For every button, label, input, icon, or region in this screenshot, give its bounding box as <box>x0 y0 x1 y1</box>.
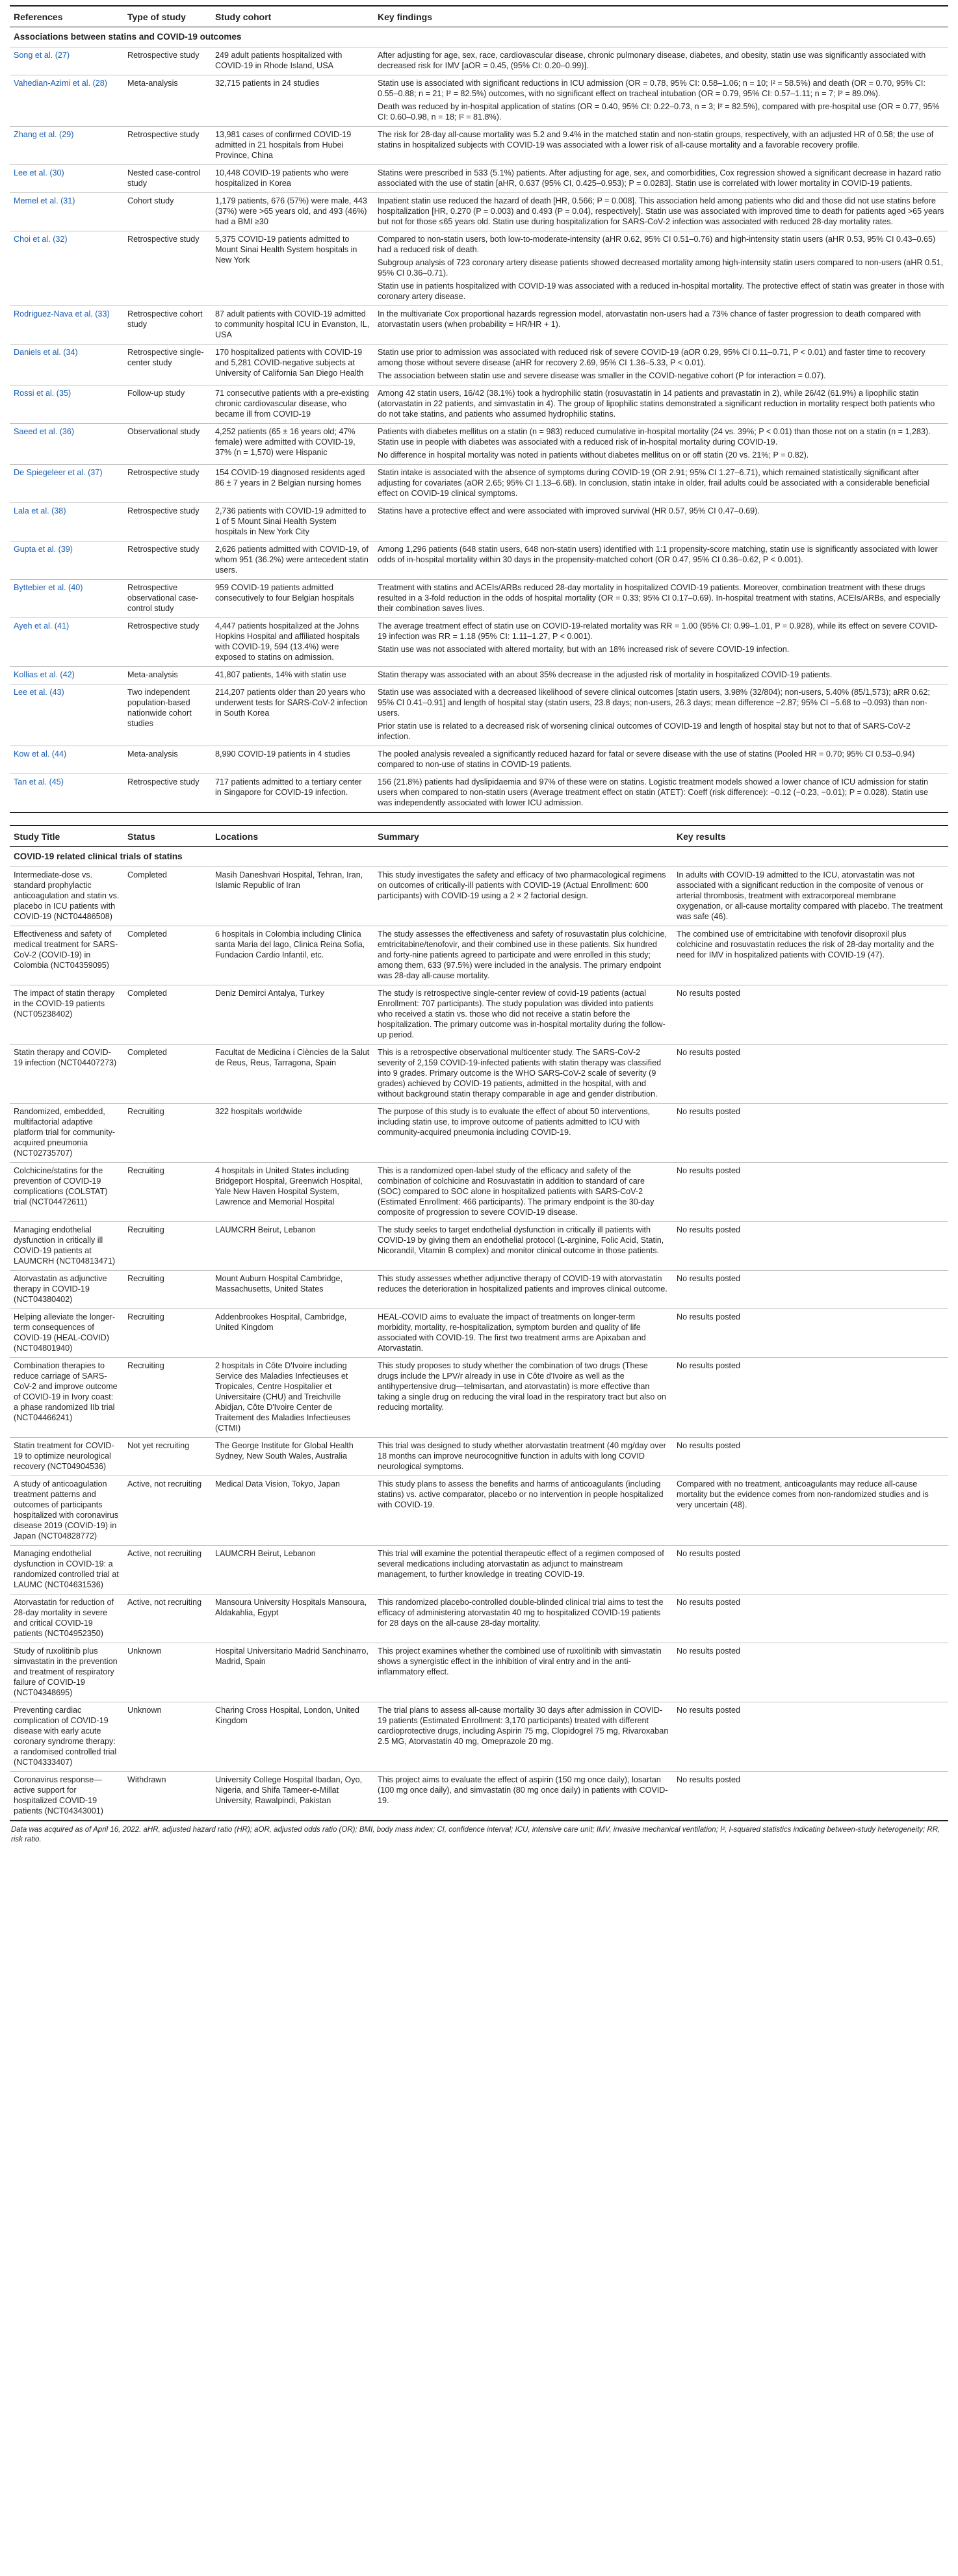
key-results-cell: No results posted <box>673 1045 948 1104</box>
table-row <box>10 1702 948 1772</box>
key-findings-cell <box>374 541 948 580</box>
table-row <box>10 1163 948 1222</box>
study-title-cell: Randomized, embedded, multifactorial adaptive platform trial for community-acquired pneumonia (NCT02735707) <box>10 1104 123 1163</box>
finding-paragraph: The pooled analysis revealed a significantly reduced hazard for fatal or severe disease with the use of statins (Pooled HR = 0.70; 95% CI 0.53–0.94) compared to non-use of statins in COVID-19 patients. <box>378 749 915 769</box>
finding-paragraph: Prior statin use is related to a decreased risk of worsening clinical outcomes of COVID-19 and length of hospital stay but not to that of SARS-CoV-2 infection. <box>378 722 911 741</box>
reference-cell: Song et al. (27) <box>10 47 123 75</box>
key-findings-cell <box>374 385 948 424</box>
summary-cell: This study investigates the safety and efficacy of two pharmacological regimens on outcomes of critically-ill patients with COVID-19 (Actual Enrollment: 600 participants) with COVID-19 using a 2 × 2 factorial design. <box>374 867 673 926</box>
study-title-cell: Atorvastatin for reduction of 28-day mortality in severe and critical COVID-19 patients (NCT04952350) <box>10 1594 123 1643</box>
locations-cell: University College Hospital Ibadan, Oyo, Nigeria, and Shifa Tameer-e-Millat University, Rawalpindi, Pakistan <box>211 1772 374 1821</box>
study-title-cell: Statin therapy and COVID-19 infection (NCT04407273) <box>10 1045 123 1104</box>
key-results-cell: No results posted <box>673 1702 948 1772</box>
summary-cell: This randomized placebo-controlled double-blinded clinical trial aims to test the efficacy of administering atorvastatin 40 mg to hospitalized COVID-19 patients for 28 days on the all-cause 28-day mortality. <box>374 1594 673 1643</box>
table-row <box>10 75 948 127</box>
status-cell: Completed <box>123 926 211 985</box>
study-cohort-cell: 5,375 COVID-19 patients admitted to Mount Sinai Health System hospitals in New York <box>211 231 374 306</box>
key-results-cell: No results posted <box>673 1438 948 1476</box>
reference-cell: Lala et al. (38) <box>10 503 123 541</box>
study-type-cell: Retrospective study <box>123 541 211 580</box>
key-results-cell: No results posted <box>673 1271 948 1309</box>
summary-cell: This trial was designed to study whether atorvastatin treatment (40 mg/day over 18 months can improve neurocognitive function in adults with long COVID neurological symptoms. <box>374 1438 673 1476</box>
associations-header-row <box>10 6 948 27</box>
table-row <box>10 1438 948 1476</box>
finding-paragraph: Among 42 statin users, 16/42 (38.1%) took a hydrophilic statin (rosuvastatin in 14 patients and pravastatin in 2), while 26/42 (61.9%) a lipophilic statin (atorvastatin in 22 patients, and simvastatin in 4). The group of lipophilic statins demonstrated a significant reduction in mortality respect both patients who do not take statins, and patients who assumed hydrophilic statins. <box>378 389 935 419</box>
locations-cell: 4 hospitals in United States including Bridgeport Hospital, Greenwich Hospital, Yale New Haven Hospital System, Lawrence and Memorial Hospital <box>211 1163 374 1222</box>
reference-cell: Saeed et al. (36) <box>10 424 123 465</box>
reference-cell: Rodriguez-Nava et al. (33) <box>10 306 123 345</box>
status-cell: Unknown <box>123 1643 211 1702</box>
study-title-cell: A study of anticoagulation treatment patterns and outcomes of participants hospitalized with coronavirus disease 2019 (COVID-19) in Japan (NCT04828772) <box>10 1476 123 1546</box>
locations-cell: The George Institute for Global Health Sydney, New South Wales, Australia <box>211 1438 374 1476</box>
study-type-cell: Follow-up study <box>123 385 211 424</box>
key-findings-cell <box>374 345 948 385</box>
table-row <box>10 667 948 684</box>
locations-cell: 2 hospitals in Côte D'Ivoire including Service des Maladies Infectieuses et Tropicales, Centre Hospitalier et Universitaire (CHU) and Treichville Abidjan, Côte D'Ivoire Center de Traitement des Maladies Infectieuses (CTMI) <box>211 1358 374 1438</box>
locations-cell: Masih Daneshvari Hospital, Tehran, Iran, Islamic Republic of Iran <box>211 867 374 926</box>
finding-paragraph: Subgroup analysis of 723 coronary artery disease patients showed decreased mortality among high-intensity statin users compared to non-users (aHR 0.51, 95% CI 0.36–0.71). <box>378 258 944 278</box>
study-title-cell: Atorvastatin as adjunctive therapy in COVID-19 (NCT04380402) <box>10 1271 123 1309</box>
reference-cell: Kollias et al. (42) <box>10 667 123 684</box>
finding-paragraph: Inpatient statin use reduced the hazard of death [HR, 0.566; P = 0.008]. This association held among patients who did and those did not use statins before hospitalization [HR, 0.270 (P = 0.003) and 0.493 (P = 0.04), respectively]. Statin use was associated with improved time to death for patients aged >65 years but not for those ≤65 years old. Statin use during hospitalization for SARS-CoV-2 infection was associated with reduced 28-day mortality rates. <box>378 196 944 226</box>
locations-cell: LAUMCRH Beirut, Lebanon <box>211 1222 374 1271</box>
study-cohort-cell: 4,447 patients hospitalized at the Johns Hopkins Hospital and affiliated hospitals with COVID-19, 594 (13.4%) were exposed to statins on admission. <box>211 618 374 667</box>
locations-cell: Deniz Demirci Antalya, Turkey <box>211 985 374 1045</box>
study-type-cell: Retrospective study <box>123 47 211 75</box>
finding-paragraph: Statin use prior to admission was associated with reduced risk of severe COVID-19 (aOR 0.29, 95% CI 0.11–0.71, P < 0.01) and faster time to recovery among those without severe disease (aHR for recovery 2.69, 95% CI 1.36–5.33, P < 0.01). <box>378 348 926 367</box>
table-row <box>10 1104 948 1163</box>
table-row <box>10 306 948 345</box>
locations-cell: 322 hospitals worldwide <box>211 1104 374 1163</box>
summary-cell: The study is retrospective single-center review of covid-19 patients (actual Enrollment: 707 participants). The study population was divided into patients who received a statin vs. those who did not receive a statin before the hospitalization. The primary outcome was in-hospital mortality during the follow-up period. <box>374 985 673 1045</box>
study-cohort-cell: 214,207 patients older than 20 years who underwent tests for SARS-CoV-2 infection in South Korea <box>211 684 374 746</box>
study-title-cell: Managing endothelial dysfunction in critically ill COVID-19 patients at LAUMCRH (NCT04813471) <box>10 1222 123 1271</box>
reference-cell: Memel et al. (31) <box>10 193 123 231</box>
finding-paragraph: The association between statin use and severe disease was smaller in the COVID-negative cohort (P for interaction = 0.07). <box>378 371 826 380</box>
locations-cell: Mansoura University Hospitals Mansoura, Aldakahlia, Egypt <box>211 1594 374 1643</box>
table-row <box>10 867 948 926</box>
table-row <box>10 1309 948 1358</box>
section-title-associations: Associations between statins and COVID-19 outcomes <box>10 27 948 47</box>
finding-paragraph: Death was reduced by in-hospital application of statins (OR = 0.40, 95% CI: 0.22–0.73, n = 3; I² = 82.5%), compared with pre-hospital use (OR = 0.77, 95% CI: 0.60–0.98, n = 18; I² = 81.8%). <box>378 102 940 122</box>
finding-paragraph: Statin use is associated with significant reductions in ICU admission (OR = 0.78, 95% CI: 0.58–1.06; n = 10; I² = 58.5%) and death (OR = 0.70, 95% CI: 0.55–0.88; n = 21; I² = 82.5%) outcomes, with no significant effect on tracheal intubation (OR = 0.79, 95% CI: 0.57–1.11; n = 7; I² = 89.0%). <box>378 79 926 98</box>
key-results-cell: No results posted <box>673 1222 948 1271</box>
table-row <box>10 774 948 813</box>
study-type-cell: Retrospective study <box>123 503 211 541</box>
table-row <box>10 618 948 667</box>
study-title-cell: Study of ruxolitinib plus simvastatin in the prevention and treatment of respiratory failure of COVID-19 (NCT04348695) <box>10 1643 123 1702</box>
key-results-cell: No results posted <box>673 1163 948 1222</box>
key-results-cell: No results posted <box>673 1309 948 1358</box>
header-status: Status <box>123 826 211 847</box>
table-row <box>10 580 948 618</box>
table-row <box>10 231 948 306</box>
table-footnote: Data was acquired as of April 16, 2022. aHR, adjusted hazard ratio (HR); aOR, adjusted odds ratio (OR); BMI, body mass index; CI, confidence interval; ICU, intensive care unit; IMV, invasive mechanical ventilation; I², I-squared statistics indicating between-study heterogeneity; RR, risk ratio. <box>11 1826 940 1843</box>
finding-paragraph: Compared to non-statin users, both low-to-moderate-intensity (aHR 0.62, 95% CI 0.51–0.76) and high-intensity statin users (aHR 0.53, 95% CI 0.43–0.65) had a reduced risk of death. <box>378 235 936 254</box>
study-type-cell: Retrospective study <box>123 127 211 165</box>
table-row <box>10 465 948 503</box>
reference-cell: Tan et al. (45) <box>10 774 123 813</box>
reference-cell: Daniels et al. (34) <box>10 345 123 385</box>
study-type-cell: Nested case-control study <box>123 165 211 193</box>
status-cell: Completed <box>123 1045 211 1104</box>
finding-paragraph: Patients with diabetes mellitus on a statin (n = 983) reduced cumulative in-hospital mortality (24 vs. 39%; P < 0.01) than those not on a statin (n = 1,283). Statin use in people with diabetes was associated with a reduced risk of in-hospital mortality during COVID-19. <box>378 427 931 447</box>
status-cell: Unknown <box>123 1702 211 1772</box>
status-cell: Completed <box>123 867 211 926</box>
study-type-cell: Retrospective study <box>123 465 211 503</box>
study-cohort-cell: 717 patients admitted to a tertiary center in Singapore for COVID-19 infection. <box>211 774 374 813</box>
summary-cell: The purpose of this study is to evaluate the effect of about 50 interventions, including statin use, to improve outcome of patients admitted to ICU with community-acquired pneumonia including COVID-19. <box>374 1104 673 1163</box>
header-type-of-study: Type of study <box>123 6 211 27</box>
table-row <box>10 47 948 75</box>
table-row <box>10 1772 948 1821</box>
finding-paragraph: Statin use was associated with a decreased likelihood of severe clinical outcomes [statin users, 3.98% (32/804); non-users, 5.40% (85/1,573); aRR 0.62; 95% CI 0.41–0.91] and length of hospital stay (statin users, 23.8 days; non-users, 26.3 days; mean difference −2.87; 95% CI −5.68 to −0.093) than non-users. <box>378 688 930 718</box>
table-row <box>10 165 948 193</box>
key-findings-cell <box>374 193 948 231</box>
study-type-cell: Retrospective study <box>123 774 211 813</box>
table-row <box>10 746 948 774</box>
reference-cell: Kow et al. (44) <box>10 746 123 774</box>
status-cell: Recruiting <box>123 1163 211 1222</box>
table-row <box>10 1271 948 1309</box>
study-type-cell: Meta-analysis <box>123 75 211 127</box>
key-results-cell: Compared with no treatment, anticoagulants may reduce all-cause mortality but the evidence comes from non-randomized studies and is very uncertain (48). <box>673 1476 948 1546</box>
summary-cell: HEAL-COVID aims to evaluate the impact of treatments on longer-term morbidity, mortality, re-hospitalization, symptom burden and quality of life associated with COVID-19. The first two treatment arms are Apixaban and Atorvastatin. <box>374 1309 673 1358</box>
study-title-cell: Helping alleviate the longer-term consequences of COVID-19 (HEAL-COVID) (NCT04801940) <box>10 1309 123 1358</box>
key-findings-cell <box>374 75 948 127</box>
locations-cell: LAUMCRH Beirut, Lebanon <box>211 1546 374 1594</box>
table-row <box>10 1546 948 1594</box>
key-results-cell: No results posted <box>673 985 948 1045</box>
study-cohort-cell: 170 hospitalized patients with COVID-19 and 5,281 COVID-negative subjects at University of California San Diego Health <box>211 345 374 385</box>
header-key-results: Key results <box>673 826 948 847</box>
key-findings-cell <box>374 746 948 774</box>
page <box>10 5 948 1845</box>
status-cell: Recruiting <box>123 1222 211 1271</box>
study-type-cell: Meta-analysis <box>123 746 211 774</box>
study-cohort-cell: 959 COVID-19 patients admitted consecutively to four Belgian hospitals <box>211 580 374 618</box>
table-row <box>10 1358 948 1438</box>
summary-cell: The study seeks to target endothelial dysfunction in critically ill patients with COVID-19 by giving them an endothelial protocol (L-arginine, Folic Acid, Statin, Nicorandil, Vitamin B complex) and monitor clinical outcome in those patients. <box>374 1222 673 1271</box>
key-results-cell: No results posted <box>673 1358 948 1438</box>
reference-cell: Rossi et al. (35) <box>10 385 123 424</box>
table-row <box>10 503 948 541</box>
clinical-trials-table <box>10 825 948 1821</box>
summary-cell: The trial plans to assess all-cause mortality 30 days after admission in COVID-19 patients (Estimated Enrollment: 3,170 participants) treated with different cardioprotective drugs, including Aspirin 75 mg, Clopidogrel 75 mg, Rivaroxaban 2.5 MG, Atorvastatin 40 mg, Omeprazole 20 mg. <box>374 1702 673 1772</box>
reference-cell: Byttebier et al. (40) <box>10 580 123 618</box>
study-cohort-cell: 71 consecutive patients with a pre-existing chronic cardiovascular disease, who became ill from COVID-19 <box>211 385 374 424</box>
section-title-trials: COVID-19 related clinical trials of statins <box>10 847 948 867</box>
summary-cell: This study proposes to study whether the combination of two drugs (These drugs include the LPV/r already in use in Côte d'Ivoire as well as the antihypertensive drug—telmisartan, and atorvastatin) is more effective than taking a single drug on reducing the viral load in the respiratory tract but also on reducing mortality. <box>374 1358 673 1438</box>
status-cell: Recruiting <box>123 1271 211 1309</box>
study-type-cell: Retrospective study <box>123 231 211 306</box>
study-title-cell: Statin treatment for COVID-19 to optimize neurological recovery (NCT04904536) <box>10 1438 123 1476</box>
finding-paragraph: No difference in hospital mortality was noted in patients without diabetes mellitus on or off statin (20 vs. 21%; P = 0.82). <box>378 450 809 460</box>
key-findings-cell <box>374 618 948 667</box>
table-row <box>10 1594 948 1643</box>
key-findings-cell <box>374 667 948 684</box>
reference-cell: Zhang et al. (29) <box>10 127 123 165</box>
study-type-cell: Two independent population-based nationwide cohort studies <box>123 684 211 746</box>
key-findings-cell <box>374 465 948 503</box>
study-title-cell: Effectiveness and safety of medical treatment for SARS-CoV-2 (COVID-19) in Colombia (NCT04359095) <box>10 926 123 985</box>
table-row <box>10 193 948 231</box>
summary-cell: This project examines whether the combined use of ruxolitinib with simvastatin shows a synergistic effect in the inhibition of viral entry and in the anti-inflammatory effect. <box>374 1643 673 1702</box>
table-row <box>10 385 948 424</box>
study-cohort-cell: 249 adult patients hospitalized with COVID-19 in Rhode Island, USA <box>211 47 374 75</box>
status-cell: Completed <box>123 985 211 1045</box>
table-row <box>10 127 948 165</box>
study-title-cell: Intermediate-dose vs. standard prophylactic anticoagulation and statin vs. placebo in ICU patients with COVID-19 (NCT04486508) <box>10 867 123 926</box>
summary-cell: This project aims to evaluate the effect of aspirin (150 mg once daily), losartan (100 mg once daily), and simvastatin (80 mg once daily) in patients with COVID-19. <box>374 1772 673 1821</box>
reference-cell: Gupta et al. (39) <box>10 541 123 580</box>
reference-cell: Lee et al. (43) <box>10 684 123 746</box>
key-findings-cell <box>374 231 948 306</box>
study-type-cell: Retrospective study <box>123 618 211 667</box>
status-cell: Active, not recruiting <box>123 1476 211 1546</box>
study-type-cell: Meta-analysis <box>123 667 211 684</box>
study-title-cell: The impact of statin therapy in the COVID-19 patients (NCT05238402) <box>10 985 123 1045</box>
table-row <box>10 541 948 580</box>
study-type-cell: Retrospective observational case-control study <box>123 580 211 618</box>
section-row <box>10 27 948 47</box>
key-results-cell: No results posted <box>673 1594 948 1643</box>
study-cohort-cell: 13,981 cases of confirmed COVID-19 admitted in 21 hospitals from Hubei Province, China <box>211 127 374 165</box>
key-findings-cell <box>374 774 948 813</box>
study-cohort-cell: 154 COVID-19 diagnosed residents aged 86 ± 7 years in 2 Belgian nursing homes <box>211 465 374 503</box>
finding-paragraph: After adjusting for age, sex, race, cardiovascular disease, chronic pulmonary disease, diabetes, and obesity, statin use was significantly associated with decreased risk for IMV [aOR = 0.45, (95% CI: 0.20–0.99)]. <box>378 51 926 70</box>
status-cell: Recruiting <box>123 1358 211 1438</box>
finding-paragraph: The risk for 28-day all-cause mortality was 5.2 and 9.4% in the matched statin and non-statin groups, respectively, with an adjusted HR of 0.58; the use of statins in hospitalized subjects with COVID-19 was associated with a lower risk of all-cause mortality and a favorable recovery profile. <box>378 130 934 150</box>
key-findings-cell <box>374 165 948 193</box>
summary-cell: The study assesses the effectiveness and safety of rosuvastatin plus colchicine, emtricitabine/tenofovir, and their combined use in these patients. Six hundred and forty-nine patients agreed to participate and were enrolled in this study; among them, 633 (97.5%) were included in the analysis. The primary endpoint was 28-day all-cause mortality. <box>374 926 673 985</box>
locations-cell: Addenbrookes Hospital, Cambridge, United Kingdom <box>211 1309 374 1358</box>
key-findings-cell <box>374 306 948 345</box>
study-title-cell: Coronavirus response—active support for hospitalized COVID-19 patients (NCT04343001) <box>10 1772 123 1821</box>
table-row <box>10 1222 948 1271</box>
finding-paragraph: The average treatment effect of statin use on COVID-19-related mortality was RR = 1.00 (95% CI: 0.99–1.01, P = 0.928), while its effect on severe COVID-19 infection was RR = 1.18 (95% CI: 1.11–1.27, P < 0.001). <box>378 621 938 641</box>
key-findings-cell <box>374 127 948 165</box>
table-row <box>10 1476 948 1546</box>
key-findings-cell <box>374 424 948 465</box>
key-results-cell: No results posted <box>673 1643 948 1702</box>
key-findings-cell <box>374 503 948 541</box>
key-findings-cell <box>374 580 948 618</box>
locations-cell: Medical Data Vision, Tokyo, Japan <box>211 1476 374 1546</box>
reference-cell: De Spiegeleer et al. (37) <box>10 465 123 503</box>
study-cohort-cell: 8,990 COVID-19 patients in 4 studies <box>211 746 374 774</box>
study-cohort-cell: 2,626 patients admitted with COVID-19, of whom 951 (36.2%) were antecedent statin users. <box>211 541 374 580</box>
finding-paragraph: Statin intake is associated with the absence of symptoms during COVID-19 (OR 2.91; 95% CI 1.27–6.71), which remained statistically significant after adjusting for covariates (aOR 2.65; 95% CI 1.13–6.68). In conclusion, statin intake in older, frail adults could be associated with a considerable beneficial effect on COVID-19 clinical symptoms. <box>378 468 930 498</box>
status-cell: Recruiting <box>123 1309 211 1358</box>
finding-paragraph: Statin use was not associated with altered mortality, but with an 18% increased risk of severe COVID-19 infection. <box>378 645 790 654</box>
reference-cell: Choi et al. (32) <box>10 231 123 306</box>
study-title-cell: Managing endothelial dysfunction in COVID-19: a randomized controlled trial at LAUMC (NCT04631536) <box>10 1546 123 1594</box>
key-findings-cell <box>374 684 948 746</box>
header-study-title: Study Title <box>10 826 123 847</box>
finding-paragraph: Treatment with statins and ACEIs/ARBs reduced 28-day mortality in hospitalized COVID-19 patients. Moreover, combination treatment with these drugs resulted in a 3-fold reduction in the odds of hospital mortality (OR = 0.33; 95% CI 0.17–0.69). In-hospital treatment with statins, ACEIs/ARBs, and especially their combination saves lives. <box>378 583 940 613</box>
locations-cell: Charing Cross Hospital, London, United Kingdom <box>211 1702 374 1772</box>
status-cell: Active, not recruiting <box>123 1594 211 1643</box>
header-references: References <box>10 6 123 27</box>
study-title-cell: Colchicine/statins for the prevention of COVID-19 complications (COLSTAT) trial (NCT04472611) <box>10 1163 123 1222</box>
associations-table <box>10 5 948 813</box>
study-cohort-cell: 41,807 patients, 14% with statin use <box>211 667 374 684</box>
finding-paragraph: Statin therapy was associated with an about 35% decrease in the adjusted risk of mortality in hospitalized COVID-19 patients. <box>378 670 833 679</box>
finding-paragraph: Among 1,296 patients (648 statin users, 648 non-statin users) identified with 1:1 propensity-score matching, statin use is significantly associated with lower odds of in-hospital mortality within 30 days in the propensity-matched cohort (OR 0.47, 95% CI 0.36–0.62, P < 0.001). <box>378 545 938 564</box>
header-locations: Locations <box>211 826 374 847</box>
table-row <box>10 345 948 385</box>
status-cell: Active, not recruiting <box>123 1546 211 1594</box>
table-row <box>10 424 948 465</box>
summary-cell: This is a randomized open-label study of the efficacy and safety of the combination of colchicine and Rosuvastatin in addition to standard of care (SOC) compared to SOC alone in hospitalized patients with SARS-CoV-2 (Estimated Enrollment: 466 participants). The primary endpoint is the 30-day composite of progression to severe COVID-19 disease. <box>374 1163 673 1222</box>
summary-cell: This trial will examine the potential therapeutic effect of a regimen composed of several medications including atorvastatin as adjunct to mainstream management, to further knowledge in treating COVID-19. <box>374 1546 673 1594</box>
locations-cell: Facultat de Medicina i Ciències de la Salut de Reus, Reus, Tarragona, Spain <box>211 1045 374 1104</box>
study-cohort-cell: 2,736 patients with COVID-19 admitted to 1 of 5 Mount Sinai Health System hospitals in New York City <box>211 503 374 541</box>
key-results-cell: In adults with COVID-19 admitted to the ICU, atorvastatin was not associated with a significant reduction in the composite of venous or arterial thrombosis, treatment with extracorporeal membrane oxygenation, or all-cause mortality compared with placebo. The treatment was safe (46). <box>673 867 948 926</box>
table-row <box>10 985 948 1045</box>
finding-paragraph: 156 (21.8%) patients had dyslipidaemia and 97% of these were on statins. Logistic treatment models showed a lower chance of ICU admission for statin users when compared to non-statin users (Average treatment effect on statin (ATET): Coeff (risk difference): −0.12 (−0.23, −0.01); P = 0.028). Statin use was independently associated with lower ICU admission. <box>378 777 929 807</box>
section-row <box>10 847 948 867</box>
finding-paragraph: Statins have a protective effect and were associated with improved survival (HR 0.57, 95% CI 0.47–0.69). <box>378 506 760 515</box>
locations-cell: 6 hospitals in Colombia including Clinica santa Maria del lago, Clinica Reina Sofia, Fundacion Cardio Infantil, etc. <box>211 926 374 985</box>
study-type-cell: Retrospective single-center study <box>123 345 211 385</box>
study-type-cell: Observational study <box>123 424 211 465</box>
study-type-cell: Retrospective cohort study <box>123 306 211 345</box>
study-cohort-cell: 10,448 COVID-19 patients who were hospitalized in Korea <box>211 165 374 193</box>
study-cohort-cell: 1,179 patients, 676 (57%) were male, 443 (37%) were >65 years old, and 493 (46%) had a BMI ≥30 <box>211 193 374 231</box>
header-summary: Summary <box>374 826 673 847</box>
study-title-cell: Preventing cardiac complication of COVID-19 disease with early acute coronary syndrome therapy: a randomised controlled trial (NCT04333407) <box>10 1702 123 1772</box>
key-results-cell: No results posted <box>673 1546 948 1594</box>
study-cohort-cell: 4,252 patients (65 ± 16 years old; 47% female) were admitted with COVID-19, 37% (n = 1,570) were Hispanic <box>211 424 374 465</box>
trials-header-row <box>10 826 948 847</box>
finding-paragraph: Statin use in patients hospitalized with COVID-19 was associated with a reduced in-hospital mortality. The protective effect of statin was greater in those with coronary artery disease. <box>378 281 944 301</box>
locations-cell: Hospital Universitario Madrid Sanchinarro, Madrid, Spain <box>211 1643 374 1702</box>
key-results-cell: No results posted <box>673 1772 948 1821</box>
study-type-cell: Cohort study <box>123 193 211 231</box>
table-row <box>10 1045 948 1104</box>
summary-cell: This is a retrospective observational multicenter study. The SARS-CoV-2 severity of 2,159 COVID-19-infected patients with statin therapy was classified into 9 grades. Primary outcome is the WHO SARS-CoV-2 scale of severity (9 grades) achieved by COVID-19 patients, admitted in the hospital, with and without background statin therapy comparable in age and gender distribution. <box>374 1045 673 1104</box>
reference-cell: Vahedian-Azimi et al. (28) <box>10 75 123 127</box>
finding-paragraph: Statins were prescribed in 533 (5.1%) patients. After adjusting for age, sex, and comorbidities, Cox regression showed a significant decrease in hazard ratio associated with the use of statin [aHR, 0.637 (95% CI, 0.425–0.953); P = 0.0283]. Statin use is correlated with lower mortality in COVID-19 patients. <box>378 168 941 188</box>
table-row <box>10 1643 948 1702</box>
study-cohort-cell: 32,715 patients in 24 studies <box>211 75 374 127</box>
header-study-cohort: Study cohort <box>211 6 374 27</box>
key-results-cell: No results posted <box>673 1104 948 1163</box>
study-title-cell: Combination therapies to reduce carriage of SARS-CoV-2 and improve outcome of COVID-19 in Ivory coast: a phase randomized IIb trial (NCT04466241) <box>10 1358 123 1438</box>
key-findings-cell <box>374 47 948 75</box>
finding-paragraph: In the multivariate Cox proportional hazards regression model, atorvastatin non-users had a 73% chance of faster progression to death compared with atorvastatin users (when probability = HR/HR + 1). <box>378 309 921 329</box>
status-cell: Withdrawn <box>123 1772 211 1821</box>
locations-cell: Mount Auburn Hospital Cambridge, Massachusetts, United States <box>211 1271 374 1309</box>
summary-cell: This study assesses whether adjunctive therapy of COVID-19 with atorvastatin reduces the deterioration in hospitalized patients and improves clinical outcome. <box>374 1271 673 1309</box>
status-cell: Not yet recruiting <box>123 1438 211 1476</box>
header-key-findings: Key findings <box>374 6 948 27</box>
reference-cell: Ayeh et al. (41) <box>10 618 123 667</box>
table-row <box>10 926 948 985</box>
reference-cell: Lee et al. (30) <box>10 165 123 193</box>
key-results-cell: The combined use of emtricitabine with tenofovir disoproxil plus colchicine and rosuvastatin reduces the risk of 28-day mortality and the need for IMV in hospitalized patients with COVID-19 (47). <box>673 926 948 985</box>
summary-cell: This study plans to assess the benefits and harms of anticoagulants (including statins) vs. active comparator, placebo or no intervention in people hospitalized with COVID-19. <box>374 1476 673 1546</box>
status-cell: Recruiting <box>123 1104 211 1163</box>
study-cohort-cell: 87 adult patients with COVID-19 admitted to community hospital ICU in Evanston, IL, USA <box>211 306 374 345</box>
table-row <box>10 684 948 746</box>
